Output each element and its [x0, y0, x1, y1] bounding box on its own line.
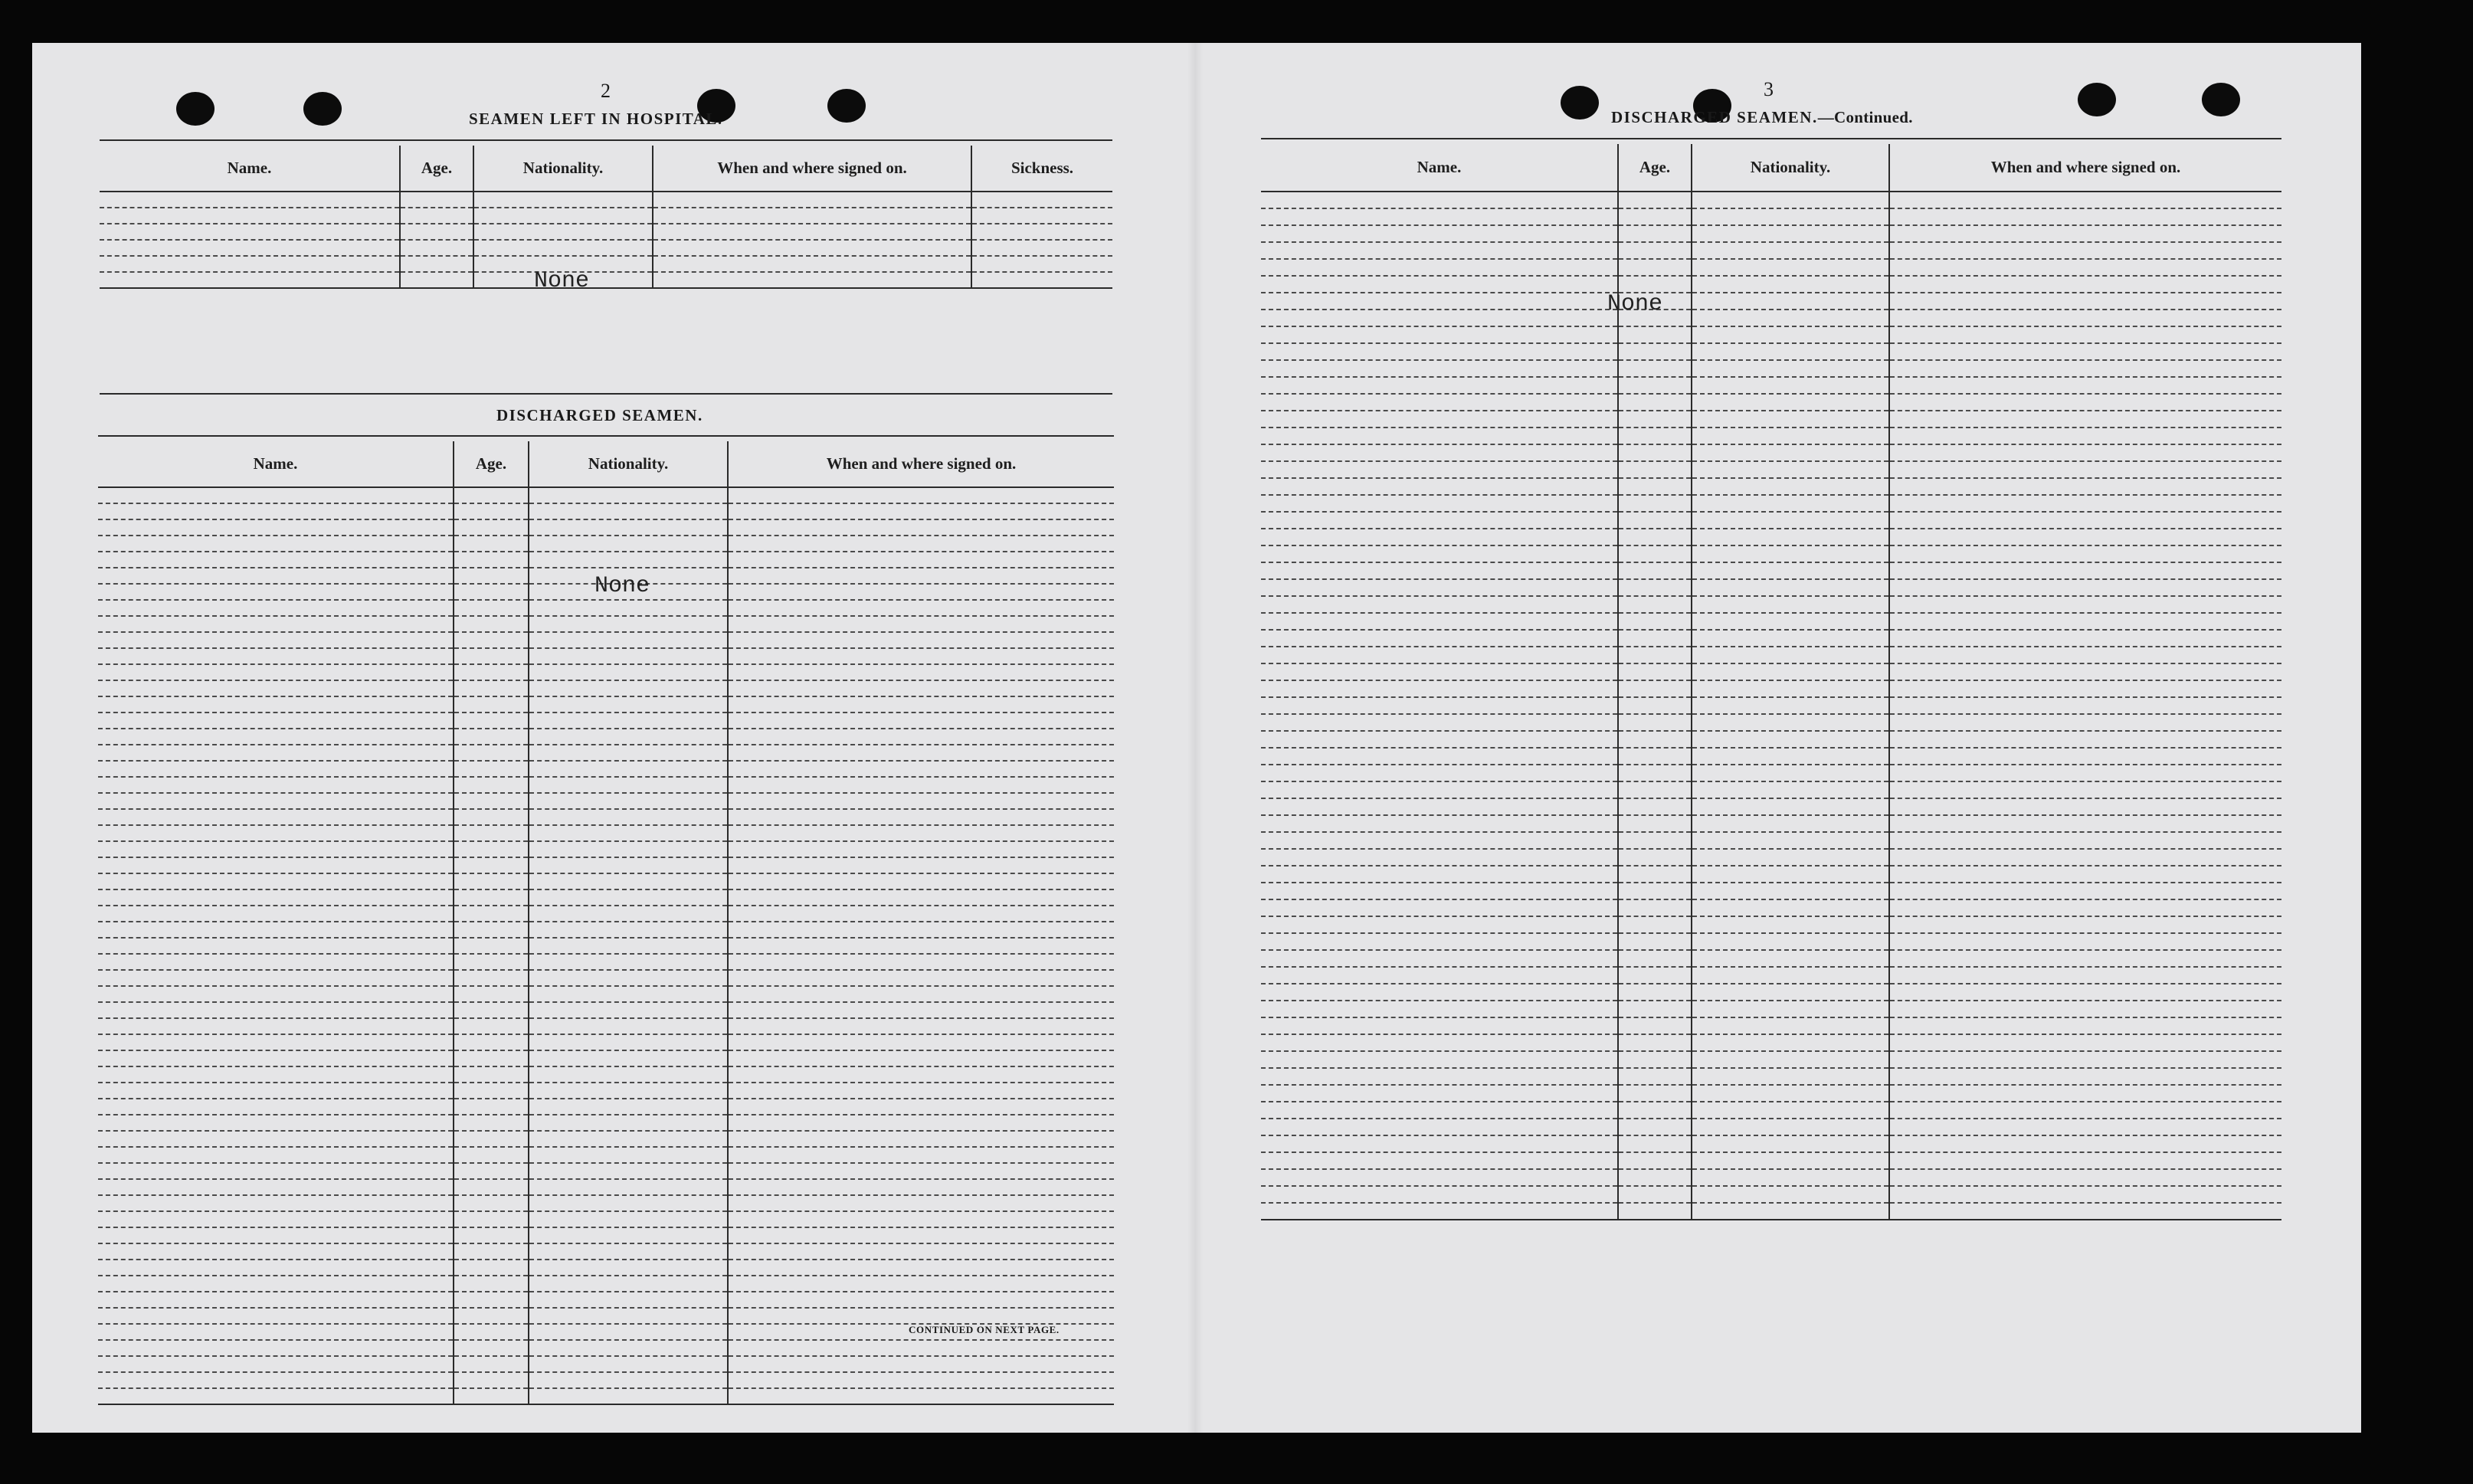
- table-row: [1261, 613, 2281, 630]
- table-row: [1261, 899, 2281, 916]
- column-header-signed-on: When and where signed on.: [1889, 144, 2281, 192]
- column-header-signed-on: When and where signed on.: [728, 441, 1114, 487]
- table-row: [98, 841, 1114, 857]
- table-row: [1261, 343, 2281, 360]
- table-row: [98, 1083, 1114, 1099]
- table-row: [1261, 1203, 2281, 1220]
- table-row: [1261, 192, 2281, 208]
- table-row: [1261, 765, 2281, 781]
- table-row: [98, 632, 1114, 648]
- table-row: [98, 487, 1114, 503]
- table-row: [98, 1147, 1114, 1163]
- table-row: [1261, 714, 2281, 731]
- table-row: [1261, 478, 2281, 495]
- table-row: [1261, 630, 2281, 647]
- table-row: [1261, 697, 2281, 714]
- table-row: [1261, 1001, 2281, 1017]
- column-header-name: Name.: [98, 441, 454, 487]
- table-row: [98, 503, 1114, 519]
- table-row: [1261, 259, 2281, 276]
- table-row: [100, 224, 1112, 240]
- table-top-rule: [98, 435, 1114, 437]
- hospital-table: [100, 146, 1112, 289]
- table-row: [98, 1292, 1114, 1308]
- table-row: [98, 664, 1114, 680]
- table-row: [1261, 293, 2281, 310]
- punch-hole: [176, 92, 215, 126]
- table-row: [100, 240, 1112, 256]
- discharged-entry-none-left: None: [595, 573, 650, 599]
- column-header-name: Name.: [100, 146, 400, 192]
- table-row: [98, 1066, 1114, 1083]
- column-header-nationality: Nationality.: [529, 441, 728, 487]
- column-header-nationality: Nationality.: [1692, 144, 1889, 192]
- continued-suffix: —Continued.: [1817, 108, 1913, 126]
- table-row: [98, 1372, 1114, 1388]
- table-row: [98, 1115, 1114, 1131]
- column-header-age: Age.: [454, 441, 529, 487]
- table-row: [1261, 545, 2281, 562]
- table-row: [1261, 883, 2281, 899]
- page-number-right: 3: [1764, 78, 1774, 100]
- table-row: [1261, 781, 2281, 798]
- table-row: [1261, 242, 2281, 259]
- discharged-continued-title: [1611, 108, 1913, 127]
- table-row: [98, 922, 1114, 938]
- table-row: [1261, 916, 2281, 933]
- table-row: [98, 1195, 1114, 1211]
- table-row: [1261, 1085, 2281, 1102]
- table-row: [98, 1179, 1114, 1195]
- page-number-left: 2: [601, 80, 611, 102]
- discharged-entry-none-right: None: [1607, 291, 1663, 317]
- table-row: [100, 208, 1112, 224]
- table-row: [98, 777, 1114, 793]
- table-row: [100, 256, 1112, 272]
- table-row: [98, 1308, 1114, 1324]
- punch-hole: [2202, 83, 2240, 116]
- table-row: [1261, 984, 2281, 1001]
- table-row: [1261, 529, 2281, 545]
- column-header-age: Age.: [1618, 144, 1692, 192]
- table-row: [1261, 1119, 2281, 1135]
- table-row: [98, 1356, 1114, 1372]
- punch-hole: [827, 89, 866, 123]
- table-row: [98, 1211, 1114, 1227]
- table-row: [98, 906, 1114, 922]
- column-header-nationality: Nationality.: [473, 146, 653, 192]
- column-header-name: Name.: [1261, 144, 1618, 192]
- table-row: [98, 1131, 1114, 1147]
- table-row: [1261, 512, 2281, 529]
- table-row: [1261, 1051, 2281, 1068]
- table-row: [1261, 394, 2281, 411]
- table-row: [1261, 967, 2281, 984]
- table-row: [98, 1388, 1114, 1404]
- punch-hole: [1561, 86, 1599, 120]
- table-row: [98, 713, 1114, 729]
- table-row: [1261, 1068, 2281, 1085]
- table-row: [98, 680, 1114, 696]
- table-row: [1261, 1102, 2281, 1119]
- table-row: [1261, 798, 2281, 815]
- table-row: [98, 1276, 1114, 1292]
- table-row: [98, 761, 1114, 777]
- table-row: [98, 552, 1114, 568]
- table-row: [1261, 1152, 2281, 1169]
- table-row: [1261, 731, 2281, 748]
- table-row: [1261, 1186, 2281, 1203]
- table-row: [1261, 461, 2281, 478]
- table-row: [1261, 596, 2281, 613]
- hospital-entry-none: None: [534, 268, 590, 294]
- table-row: [1261, 849, 2281, 866]
- table-row: [98, 809, 1114, 825]
- table-row: [98, 600, 1114, 616]
- table-top-rule: [1261, 138, 2281, 139]
- table-row: [98, 1034, 1114, 1050]
- table-row: [1261, 748, 2281, 765]
- discharged-title-text: DISCHARGED SEAMEN.: [1611, 108, 1818, 126]
- table-row: [98, 536, 1114, 552]
- discharged-section-title: DISCHARGED SEAMEN.: [496, 406, 703, 424]
- table-row: [98, 648, 1114, 664]
- table-row: [98, 793, 1114, 809]
- table-row: [1261, 815, 2281, 832]
- section-divider-rule: [100, 393, 1112, 395]
- table-row: [98, 1018, 1114, 1034]
- table-row: [98, 1163, 1114, 1179]
- column-header-signed-on: When and where signed on.: [653, 146, 971, 192]
- column-header-sickness: Sickness.: [971, 146, 1112, 192]
- table-row: [98, 729, 1114, 745]
- table-row: [98, 1050, 1114, 1066]
- table-row: [1261, 1034, 2281, 1051]
- table-row: [98, 616, 1114, 632]
- hospital-section-title: SEAMEN LEFT IN HOSPITAL.: [469, 110, 723, 128]
- table-row: [98, 1243, 1114, 1260]
- table-row: [1261, 647, 2281, 663]
- table-row: [98, 1260, 1114, 1276]
- column-header-age: Age.: [400, 146, 473, 192]
- table-row: [1261, 832, 2281, 849]
- table-row: [98, 970, 1114, 986]
- table-row: [1261, 933, 2281, 950]
- discharged-table-right: [1261, 144, 2281, 1220]
- table-row: [1261, 310, 2281, 326]
- table-row: [1261, 225, 2281, 242]
- punch-hole: [303, 92, 342, 126]
- table-row: [98, 1340, 1114, 1356]
- table-row: [1261, 326, 2281, 343]
- table-row: [100, 192, 1112, 208]
- table-row: [98, 696, 1114, 713]
- punch-hole: [2078, 83, 2116, 116]
- table-row: [98, 1002, 1114, 1018]
- table-row: [1261, 663, 2281, 680]
- table-row: [98, 889, 1114, 906]
- table-row: [1261, 360, 2281, 377]
- table-row: [98, 519, 1114, 536]
- table-row: [98, 986, 1114, 1002]
- table-row: [1261, 1135, 2281, 1152]
- table-row: [1261, 428, 2281, 444]
- table-row: [98, 1099, 1114, 1115]
- table-row: [1261, 411, 2281, 428]
- table-row: [1261, 562, 2281, 579]
- table-row: [1261, 208, 2281, 225]
- table-row: [1261, 579, 2281, 596]
- table-row: [98, 873, 1114, 889]
- table-row: [98, 1227, 1114, 1243]
- table-row: [1261, 495, 2281, 512]
- table-row: [1261, 444, 2281, 461]
- table-row: [98, 745, 1114, 761]
- table-row: [98, 938, 1114, 954]
- table-row: [100, 272, 1112, 288]
- table-row: [1261, 276, 2281, 293]
- page-fold: [1187, 43, 1203, 1433]
- table-row: [1261, 1017, 2281, 1034]
- table-row: [98, 825, 1114, 841]
- table-row: [1261, 680, 2281, 697]
- table-row: [1261, 950, 2281, 967]
- table-row: [98, 954, 1114, 970]
- table-top-rule: [100, 139, 1112, 141]
- table-row: [1261, 866, 2281, 883]
- table-row: [1261, 377, 2281, 394]
- table-row: [1261, 1169, 2281, 1186]
- table-row: [98, 857, 1114, 873]
- continued-next-page: CONTINUED ON NEXT PAGE.: [909, 1324, 1060, 1335]
